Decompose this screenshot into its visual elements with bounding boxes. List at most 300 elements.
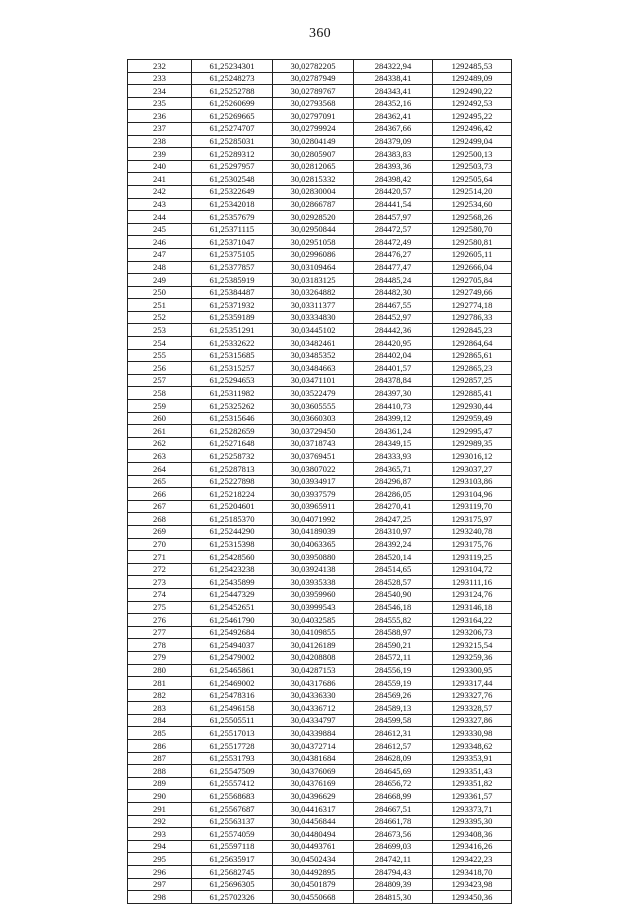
longitude-cell: 30,02793568	[273, 97, 354, 110]
coord-x-cell: 284365,71	[354, 463, 433, 476]
latitude-cell: 61,25311982	[192, 387, 273, 400]
coord-x-cell: 284612,57	[354, 740, 433, 753]
longitude-cell: 30,03965911	[273, 500, 354, 513]
point-number-cell: 245	[128, 223, 192, 236]
point-number-cell: 277	[128, 626, 192, 639]
latitude-cell: 61,25517728	[192, 740, 273, 753]
table-row	[128, 614, 512, 627]
latitude-cell: 61,25315257	[192, 362, 273, 375]
point-number-cell: 242	[128, 185, 192, 198]
latitude-cell: 61,25447329	[192, 588, 273, 601]
point-number-cell: 261	[128, 425, 192, 438]
table-row	[128, 677, 512, 690]
coord-x-cell: 284361,24	[354, 425, 433, 438]
latitude-cell: 61,25289312	[192, 148, 273, 161]
latitude-cell: 61,25377857	[192, 261, 273, 274]
point-number-cell: 246	[128, 236, 192, 249]
table-row	[128, 777, 512, 790]
coord-y-cell: 1292503,73	[433, 160, 512, 173]
point-number-cell: 254	[128, 337, 192, 350]
latitude-cell: 61,25371047	[192, 236, 273, 249]
longitude-cell: 30,03718743	[273, 437, 354, 450]
point-number-cell: 278	[128, 639, 192, 652]
coord-y-cell: 1292605,11	[433, 248, 512, 261]
latitude-cell: 61,25517013	[192, 727, 273, 740]
point-number-cell: 233	[128, 72, 192, 85]
latitude-cell: 61,25465861	[192, 664, 273, 677]
coord-y-cell: 1293423,98	[433, 878, 512, 891]
table-row	[128, 349, 512, 362]
point-number-cell: 253	[128, 324, 192, 337]
longitude-cell: 30,04334797	[273, 714, 354, 727]
point-number-cell: 276	[128, 614, 192, 627]
table-row	[128, 274, 512, 287]
coord-y-cell: 1292995,47	[433, 425, 512, 438]
latitude-cell: 61,25359189	[192, 311, 273, 324]
coord-x-cell: 284441,54	[354, 198, 433, 211]
table-row	[128, 853, 512, 866]
latitude-cell: 61,25248273	[192, 72, 273, 85]
point-number-cell: 258	[128, 387, 192, 400]
longitude-cell: 30,03769451	[273, 450, 354, 463]
latitude-cell: 61,25496158	[192, 702, 273, 715]
table-row	[128, 437, 512, 450]
coord-x-cell: 284599,58	[354, 714, 433, 727]
coord-y-cell: 1292786,33	[433, 311, 512, 324]
coord-y-cell: 1292959,49	[433, 412, 512, 425]
coord-y-cell: 1293175,76	[433, 538, 512, 551]
coord-y-cell: 1292499,04	[433, 135, 512, 148]
table-row	[128, 198, 512, 211]
latitude-cell: 61,25351291	[192, 324, 273, 337]
longitude-cell: 30,04189039	[273, 525, 354, 538]
coord-x-cell: 284556,19	[354, 664, 433, 677]
coord-x-cell: 284661,78	[354, 815, 433, 828]
latitude-cell: 61,25452651	[192, 601, 273, 614]
longitude-cell: 30,02787949	[273, 72, 354, 85]
coord-y-cell: 1293164,22	[433, 614, 512, 627]
coord-y-cell: 1292492,53	[433, 97, 512, 110]
latitude-cell: 61,25385919	[192, 274, 273, 287]
coord-y-cell: 1293111,16	[433, 576, 512, 589]
point-number-cell: 268	[128, 513, 192, 526]
latitude-cell: 61,25384487	[192, 286, 273, 299]
coord-y-cell: 1292930,44	[433, 400, 512, 413]
table-row	[128, 651, 512, 664]
latitude-cell: 61,25702326	[192, 891, 273, 904]
coord-x-cell: 284343,41	[354, 85, 433, 98]
coord-x-cell: 284467,55	[354, 299, 433, 312]
latitude-cell: 61,25315398	[192, 538, 273, 551]
latitude-cell: 61,25375105	[192, 248, 273, 261]
coord-x-cell: 284477,47	[354, 261, 433, 274]
coord-x-cell: 284383,83	[354, 148, 433, 161]
latitude-cell: 61,25557412	[192, 777, 273, 790]
coord-y-cell: 1292505,64	[433, 173, 512, 186]
longitude-cell: 30,03959960	[273, 588, 354, 601]
point-number-cell: 263	[128, 450, 192, 463]
coord-x-cell: 284589,13	[354, 702, 433, 715]
longitude-cell: 30,02804149	[273, 135, 354, 148]
point-number-cell: 296	[128, 866, 192, 879]
longitude-cell: 30,04372714	[273, 740, 354, 753]
table-row	[128, 173, 512, 186]
coord-y-cell: 1293206,73	[433, 626, 512, 639]
latitude-cell: 61,25204601	[192, 500, 273, 513]
table-row	[128, 425, 512, 438]
point-number-cell: 270	[128, 538, 192, 551]
coord-x-cell: 284352,16	[354, 97, 433, 110]
coord-x-cell: 284401,57	[354, 362, 433, 375]
coord-y-cell: 1292580,81	[433, 236, 512, 249]
coord-y-cell: 1293328,57	[433, 702, 512, 715]
table-row	[128, 223, 512, 236]
longitude-cell: 30,03950880	[273, 551, 354, 564]
coord-y-cell: 1293416,26	[433, 840, 512, 853]
point-number-cell: 266	[128, 488, 192, 501]
coord-x-cell: 284569,26	[354, 689, 433, 702]
coord-y-cell: 1292749,66	[433, 286, 512, 299]
coord-x-cell: 284645,69	[354, 765, 433, 778]
coord-y-cell: 1292500,13	[433, 148, 512, 161]
latitude-cell: 61,25574059	[192, 828, 273, 841]
table-row	[128, 450, 512, 463]
table-row	[128, 97, 512, 110]
coord-x-cell: 284699,03	[354, 840, 433, 853]
table-row	[128, 891, 512, 904]
latitude-cell: 61,25294653	[192, 374, 273, 387]
point-number-cell: 237	[128, 122, 192, 135]
table-row	[128, 765, 512, 778]
point-number-cell: 262	[128, 437, 192, 450]
point-number-cell: 275	[128, 601, 192, 614]
longitude-cell: 30,04501879	[273, 878, 354, 891]
coord-y-cell: 1292865,61	[433, 349, 512, 362]
latitude-cell: 61,25531793	[192, 752, 273, 765]
coord-y-cell: 1293300,95	[433, 664, 512, 677]
longitude-cell: 30,04109855	[273, 626, 354, 639]
coord-y-cell: 1292989,35	[433, 437, 512, 450]
longitude-cell: 30,04550668	[273, 891, 354, 904]
coord-x-cell: 284668,99	[354, 790, 433, 803]
point-number-cell: 235	[128, 97, 192, 110]
point-number-cell: 295	[128, 853, 192, 866]
latitude-cell: 61,25371932	[192, 299, 273, 312]
latitude-cell: 61,25332622	[192, 337, 273, 350]
longitude-cell: 30,04416317	[273, 803, 354, 816]
coord-x-cell: 284514,65	[354, 563, 433, 576]
coord-y-cell: 1293450,36	[433, 891, 512, 904]
coord-y-cell: 1293119,70	[433, 500, 512, 513]
latitude-cell: 61,25297957	[192, 160, 273, 173]
coord-y-cell: 1293317,44	[433, 677, 512, 690]
table-row	[128, 639, 512, 652]
longitude-cell: 30,04493761	[273, 840, 354, 853]
table-row	[128, 727, 512, 740]
latitude-cell: 61,25435899	[192, 576, 273, 589]
table-row	[128, 374, 512, 387]
longitude-cell: 30,04336712	[273, 702, 354, 715]
coord-y-cell: 1292490,22	[433, 85, 512, 98]
coord-y-cell: 1293408,36	[433, 828, 512, 841]
point-number-cell: 232	[128, 60, 192, 73]
latitude-cell: 61,25260699	[192, 97, 273, 110]
coord-x-cell: 284442,36	[354, 324, 433, 337]
point-number-cell: 236	[128, 110, 192, 123]
table-row	[128, 211, 512, 224]
point-number-cell: 289	[128, 777, 192, 790]
latitude-cell: 61,25479002	[192, 651, 273, 664]
point-number-cell: 293	[128, 828, 192, 841]
point-number-cell: 279	[128, 651, 192, 664]
table-row	[128, 299, 512, 312]
longitude-cell: 30,02951058	[273, 236, 354, 249]
coord-y-cell: 1293418,70	[433, 866, 512, 879]
point-number-cell: 249	[128, 274, 192, 287]
table-row	[128, 72, 512, 85]
point-number-cell: 259	[128, 400, 192, 413]
coord-x-cell: 284485,24	[354, 274, 433, 287]
latitude-cell: 61,25315685	[192, 349, 273, 362]
table-row	[128, 387, 512, 400]
longitude-cell: 30,03183125	[273, 274, 354, 287]
table-row	[128, 488, 512, 501]
longitude-cell: 30,03937579	[273, 488, 354, 501]
latitude-cell: 61,25258732	[192, 450, 273, 463]
coord-x-cell: 284612,31	[354, 727, 433, 740]
coord-x-cell: 284397,30	[354, 387, 433, 400]
coord-x-cell: 284322,94	[354, 60, 433, 73]
table-row	[128, 815, 512, 828]
coordinates-table	[127, 59, 512, 904]
table-row	[128, 148, 512, 161]
coord-x-cell: 284402,04	[354, 349, 433, 362]
point-number-cell: 260	[128, 412, 192, 425]
table-row	[128, 248, 512, 261]
point-number-cell: 294	[128, 840, 192, 853]
longitude-cell: 30,03264882	[273, 286, 354, 299]
longitude-cell: 30,04376169	[273, 777, 354, 790]
coord-x-cell: 284362,41	[354, 110, 433, 123]
coord-x-cell: 284559,19	[354, 677, 433, 690]
latitude-cell: 61,25322649	[192, 185, 273, 198]
longitude-cell: 30,03660303	[273, 412, 354, 425]
table-row	[128, 702, 512, 715]
point-number-cell: 288	[128, 765, 192, 778]
latitude-cell: 61,25244290	[192, 525, 273, 538]
table-row	[128, 337, 512, 350]
latitude-cell: 61,25371115	[192, 223, 273, 236]
point-number-cell: 280	[128, 664, 192, 677]
longitude-cell: 30,03311377	[273, 299, 354, 312]
coord-x-cell: 284270,41	[354, 500, 433, 513]
table-row	[128, 664, 512, 677]
longitude-cell: 30,04502434	[273, 853, 354, 866]
longitude-cell: 30,02830004	[273, 185, 354, 198]
coord-x-cell: 284482,30	[354, 286, 433, 299]
table-row	[128, 324, 512, 337]
coord-x-cell: 284310,97	[354, 525, 433, 538]
table-row	[128, 85, 512, 98]
point-number-cell: 284	[128, 714, 192, 727]
coord-y-cell: 1293330,98	[433, 727, 512, 740]
longitude-cell: 30,02866787	[273, 198, 354, 211]
table-row	[128, 412, 512, 425]
table-row	[128, 714, 512, 727]
coord-y-cell: 1293373,71	[433, 803, 512, 816]
coord-x-cell: 284555,82	[354, 614, 433, 627]
table-row	[128, 60, 512, 73]
coord-x-cell: 284338,41	[354, 72, 433, 85]
longitude-cell: 30,04492895	[273, 866, 354, 879]
point-number-cell: 285	[128, 727, 192, 740]
longitude-cell: 30,04339884	[273, 727, 354, 740]
coord-y-cell: 1293327,86	[433, 714, 512, 727]
coord-y-cell: 1292666,04	[433, 261, 512, 274]
coord-y-cell: 1292705,84	[433, 274, 512, 287]
coord-y-cell: 1293215,54	[433, 639, 512, 652]
longitude-cell: 30,04480494	[273, 828, 354, 841]
table-row	[128, 803, 512, 816]
page-number: 360	[309, 26, 331, 41]
coord-y-cell: 1293351,43	[433, 765, 512, 778]
longitude-cell: 30,04456844	[273, 815, 354, 828]
point-number-cell: 244	[128, 211, 192, 224]
coord-y-cell: 1292496,42	[433, 122, 512, 135]
latitude-cell: 61,25227898	[192, 475, 273, 488]
coord-y-cell: 1293353,91	[433, 752, 512, 765]
table-row	[128, 463, 512, 476]
longitude-cell: 30,03935338	[273, 576, 354, 589]
latitude-cell: 61,25285031	[192, 135, 273, 148]
latitude-cell: 61,25287813	[192, 463, 273, 476]
coord-x-cell: 284472,49	[354, 236, 433, 249]
longitude-cell: 30,03934917	[273, 475, 354, 488]
point-number-cell: 298	[128, 891, 192, 904]
point-number-cell: 281	[128, 677, 192, 690]
point-number-cell: 290	[128, 790, 192, 803]
point-number-cell: 256	[128, 362, 192, 375]
longitude-cell: 30,04381684	[273, 752, 354, 765]
table-row	[128, 261, 512, 274]
coord-y-cell: 1292774,18	[433, 299, 512, 312]
longitude-cell: 30,03729450	[273, 425, 354, 438]
longitude-cell: 30,04208808	[273, 651, 354, 664]
longitude-cell: 30,03605555	[273, 400, 354, 413]
latitude-cell: 61,25461790	[192, 614, 273, 627]
longitude-cell: 30,02789767	[273, 85, 354, 98]
coord-x-cell: 284528,57	[354, 576, 433, 589]
coord-x-cell: 284520,14	[354, 551, 433, 564]
latitude-cell: 61,25682745	[192, 866, 273, 879]
table-row	[128, 576, 512, 589]
table-row	[128, 475, 512, 488]
longitude-cell: 30,03485352	[273, 349, 354, 362]
latitude-cell: 61,25505511	[192, 714, 273, 727]
coord-x-cell: 284815,30	[354, 891, 433, 904]
latitude-cell: 61,25428560	[192, 551, 273, 564]
point-number-cell: 271	[128, 551, 192, 564]
table-row	[128, 525, 512, 538]
coord-y-cell: 1293351,82	[433, 777, 512, 790]
latitude-cell: 61,25597118	[192, 840, 273, 853]
coord-y-cell: 1292489,09	[433, 72, 512, 85]
longitude-cell: 30,03471101	[273, 374, 354, 387]
coord-y-cell: 1293327,76	[433, 689, 512, 702]
longitude-cell: 30,02797091	[273, 110, 354, 123]
coord-x-cell: 284378,84	[354, 374, 433, 387]
coord-x-cell: 284457,97	[354, 211, 433, 224]
coord-y-cell: 1293348,62	[433, 740, 512, 753]
point-number-cell: 265	[128, 475, 192, 488]
coord-y-cell: 1293175,97	[433, 513, 512, 526]
coord-y-cell: 1292568,26	[433, 211, 512, 224]
coord-y-cell: 1293259,36	[433, 651, 512, 664]
latitude-cell: 61,25469002	[192, 677, 273, 690]
table-row	[128, 828, 512, 841]
coord-x-cell: 284420,57	[354, 185, 433, 198]
coord-y-cell: 1293361,57	[433, 790, 512, 803]
point-number-cell: 297	[128, 878, 192, 891]
coord-x-cell: 284399,12	[354, 412, 433, 425]
point-number-cell: 283	[128, 702, 192, 715]
point-number-cell: 273	[128, 576, 192, 589]
coord-y-cell: 1293422,23	[433, 853, 512, 866]
longitude-cell: 30,04336330	[273, 689, 354, 702]
coord-y-cell: 1293103,86	[433, 475, 512, 488]
coord-y-cell: 1292885,41	[433, 387, 512, 400]
latitude-cell: 61,25635917	[192, 853, 273, 866]
coord-y-cell: 1293240,78	[433, 525, 512, 538]
coord-y-cell: 1292845,23	[433, 324, 512, 337]
latitude-cell: 61,25271648	[192, 437, 273, 450]
coord-x-cell: 284393,36	[354, 160, 433, 173]
longitude-cell: 30,04376069	[273, 765, 354, 778]
latitude-cell: 61,25478316	[192, 689, 273, 702]
coord-y-cell: 1292495,22	[433, 110, 512, 123]
point-number-cell: 292	[128, 815, 192, 828]
coord-y-cell: 1293104,72	[433, 563, 512, 576]
table-row	[128, 551, 512, 564]
table-row	[128, 840, 512, 853]
point-number-cell: 241	[128, 173, 192, 186]
point-number-cell: 269	[128, 525, 192, 538]
coord-y-cell: 1292865,23	[433, 362, 512, 375]
longitude-cell: 30,03999543	[273, 601, 354, 614]
coord-y-cell: 1292534,60	[433, 198, 512, 211]
table-row	[128, 400, 512, 413]
table-row	[128, 135, 512, 148]
latitude-cell: 61,25423238	[192, 563, 273, 576]
coord-x-cell: 284296,87	[354, 475, 433, 488]
coord-y-cell: 1293037,27	[433, 463, 512, 476]
coord-x-cell: 284546,18	[354, 601, 433, 614]
longitude-cell: 30,03807022	[273, 463, 354, 476]
coord-x-cell: 284794,43	[354, 866, 433, 879]
point-number-cell: 286	[128, 740, 192, 753]
point-number-cell: 247	[128, 248, 192, 261]
table-row	[128, 790, 512, 803]
longitude-cell: 30,03109464	[273, 261, 354, 274]
longitude-cell: 30,03484663	[273, 362, 354, 375]
longitude-cell: 30,03482461	[273, 337, 354, 350]
coordinates-table-body	[128, 60, 512, 904]
coord-x-cell: 284452,97	[354, 311, 433, 324]
coord-x-cell: 284398,42	[354, 173, 433, 186]
latitude-cell: 61,25696305	[192, 878, 273, 891]
coord-x-cell: 284673,56	[354, 828, 433, 841]
longitude-cell: 30,04063365	[273, 538, 354, 551]
